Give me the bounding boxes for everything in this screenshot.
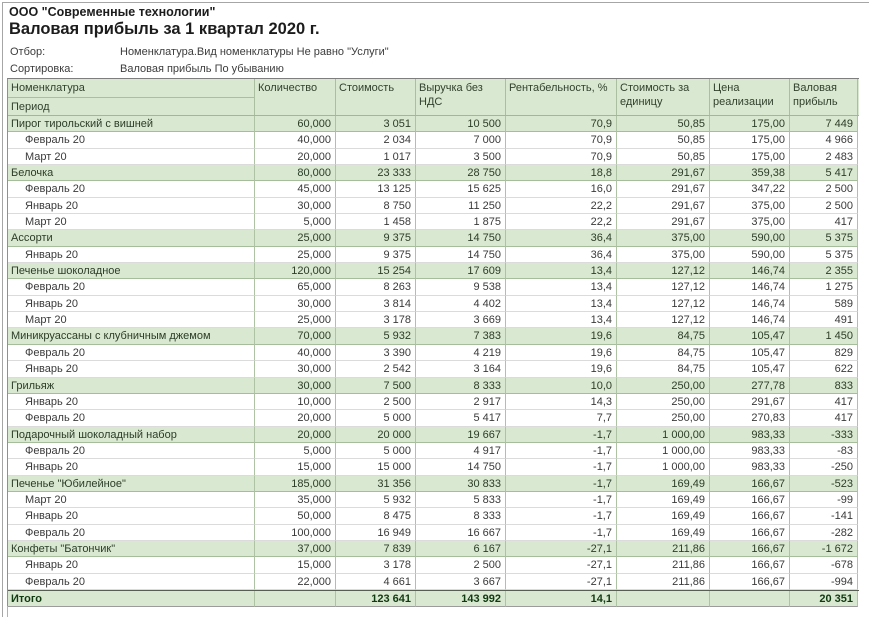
cell-profit: 2 500 bbox=[790, 181, 858, 197]
cell-revenue: 7 383 bbox=[416, 328, 506, 344]
cell-cost: 5 932 bbox=[336, 328, 416, 344]
cell-price: 347,22 bbox=[710, 181, 790, 197]
cell-cost: 2 500 bbox=[336, 394, 416, 410]
cell-price: 146,74 bbox=[710, 296, 790, 312]
cell-qty: 65,000 bbox=[255, 279, 336, 295]
cell-cost: 2 542 bbox=[336, 361, 416, 377]
cell-unit_cost bbox=[617, 591, 710, 608]
cell-unit_cost: 375,00 bbox=[617, 247, 710, 263]
cell-revenue: 8 333 bbox=[416, 378, 506, 394]
cell-cost: 5 000 bbox=[336, 410, 416, 426]
cell-margin: 70,9 bbox=[506, 132, 617, 148]
table-row-product[interactable] bbox=[8, 328, 859, 344]
table-row-period[interactable] bbox=[8, 410, 859, 426]
cell-profit: -83 bbox=[790, 443, 858, 459]
cell-profit: 2 355 bbox=[790, 263, 858, 279]
cell-cost: 3 051 bbox=[336, 116, 416, 132]
cell-qty: 25,000 bbox=[255, 230, 336, 246]
table-row-period[interactable] bbox=[8, 132, 859, 148]
cell-margin: -27,1 bbox=[506, 574, 617, 590]
cell-cost: 31 356 bbox=[336, 476, 416, 492]
column-header-sale-price: Цена реализации bbox=[710, 79, 790, 115]
cell-margin: -27,1 bbox=[506, 557, 617, 573]
cell-price: 105,47 bbox=[710, 328, 790, 344]
cell-cost: 8 475 bbox=[336, 508, 416, 524]
cell-unit_cost: 84,75 bbox=[617, 361, 710, 377]
table-row-period[interactable] bbox=[8, 247, 859, 263]
cell-qty: 185,000 bbox=[255, 476, 336, 492]
cell-profit: 829 bbox=[790, 345, 858, 361]
cell-qty: 40,000 bbox=[255, 345, 336, 361]
cell-profit: 5 375 bbox=[790, 230, 858, 246]
cell-profit: 5 417 bbox=[790, 165, 858, 181]
cell-margin: 14,1 bbox=[506, 591, 617, 608]
table-row-period[interactable] bbox=[8, 443, 859, 459]
cell-revenue: 16 667 bbox=[416, 525, 506, 541]
cell-price: 105,47 bbox=[710, 345, 790, 361]
cell-qty: 15,000 bbox=[255, 557, 336, 573]
cell-revenue: 3 667 bbox=[416, 574, 506, 590]
cell-qty: 35,000 bbox=[255, 492, 336, 508]
cell-unit_cost: 291,67 bbox=[617, 181, 710, 197]
cell-profit: 2 483 bbox=[790, 149, 858, 165]
cell-name: Март 20 bbox=[8, 214, 255, 230]
cell-name: Февраль 20 bbox=[8, 443, 255, 459]
cell-profit: -1 672 bbox=[790, 541, 858, 557]
cell-revenue: 5 833 bbox=[416, 492, 506, 508]
cell-cost: 2 034 bbox=[336, 132, 416, 148]
company-name: ООО "Современные технологии" bbox=[9, 5, 216, 19]
table-row-product[interactable] bbox=[8, 116, 859, 132]
cell-margin: 70,9 bbox=[506, 149, 617, 165]
cell-name: Январь 20 bbox=[8, 459, 255, 475]
cell-revenue: 14 750 bbox=[416, 459, 506, 475]
cell-price: 166,67 bbox=[710, 476, 790, 492]
cell-cost: 5 000 bbox=[336, 443, 416, 459]
cell-revenue: 3 669 bbox=[416, 312, 506, 328]
cell-name: Февраль 20 bbox=[8, 132, 255, 148]
cell-margin: 10,0 bbox=[506, 378, 617, 394]
column-header-profitability: Рентабельность, % bbox=[506, 79, 617, 115]
cell-unit_cost: 169,49 bbox=[617, 525, 710, 541]
cell-profit: 2 500 bbox=[790, 198, 858, 214]
cell-unit_cost: 169,49 bbox=[617, 476, 710, 492]
cell-qty: 5,000 bbox=[255, 443, 336, 459]
cell-profit: 589 bbox=[790, 296, 858, 312]
cell-price: 146,74 bbox=[710, 312, 790, 328]
table-row-product[interactable] bbox=[8, 263, 859, 279]
cell-profit: 417 bbox=[790, 214, 858, 230]
cell-name: Январь 20 bbox=[8, 508, 255, 524]
cell-qty: 20,000 bbox=[255, 410, 336, 426]
cell-price: 983,33 bbox=[710, 443, 790, 459]
cell-revenue: 4 219 bbox=[416, 345, 506, 361]
table-row-period[interactable] bbox=[8, 361, 859, 377]
cell-profit: 417 bbox=[790, 410, 858, 426]
cell-cost: 3 390 bbox=[336, 345, 416, 361]
cell-name: Март 20 bbox=[8, 149, 255, 165]
cell-cost: 3 178 bbox=[336, 312, 416, 328]
cell-name: Пирог тирольский с вишней bbox=[8, 116, 255, 132]
cell-name: Миникруассаны с клубничным джемом bbox=[8, 328, 255, 344]
table-row-period[interactable] bbox=[8, 459, 859, 475]
cell-cost: 23 333 bbox=[336, 165, 416, 181]
cell-profit: -523 bbox=[790, 476, 858, 492]
cell-revenue: 14 750 bbox=[416, 247, 506, 263]
cell-qty: 40,000 bbox=[255, 132, 336, 148]
cell-price: 166,67 bbox=[710, 557, 790, 573]
cell-price: 166,67 bbox=[710, 541, 790, 557]
filter-label: Отбор: bbox=[10, 46, 46, 58]
cell-margin: 18,8 bbox=[506, 165, 617, 181]
cell-margin: 70,9 bbox=[506, 116, 617, 132]
cell-unit_cost: 50,85 bbox=[617, 116, 710, 132]
cell-revenue: 1 875 bbox=[416, 214, 506, 230]
cell-name: Март 20 bbox=[8, 312, 255, 328]
cell-name: Февраль 20 bbox=[8, 345, 255, 361]
cell-cost: 7 500 bbox=[336, 378, 416, 394]
cell-unit_cost: 1 000,00 bbox=[617, 459, 710, 475]
cell-unit_cost: 50,85 bbox=[617, 149, 710, 165]
cell-profit: 4 966 bbox=[790, 132, 858, 148]
cell-name: Март 20 bbox=[8, 492, 255, 508]
cell-unit_cost: 291,67 bbox=[617, 214, 710, 230]
cell-price: 175,00 bbox=[710, 116, 790, 132]
cell-unit_cost: 211,86 bbox=[617, 541, 710, 557]
cell-name: Печенье шоколадное bbox=[8, 263, 255, 279]
cell-margin: 13,4 bbox=[506, 296, 617, 312]
cell-margin: 7,7 bbox=[506, 410, 617, 426]
cell-revenue: 7 000 bbox=[416, 132, 506, 148]
cell-qty: 30,000 bbox=[255, 378, 336, 394]
cell-price: 175,00 bbox=[710, 132, 790, 148]
cell-name: Январь 20 bbox=[8, 247, 255, 263]
cell-price: 375,00 bbox=[710, 198, 790, 214]
cell-qty: 25,000 bbox=[255, 312, 336, 328]
cell-profit: -333 bbox=[790, 427, 858, 443]
cell-revenue: 30 833 bbox=[416, 476, 506, 492]
table-row-period[interactable] bbox=[8, 181, 859, 197]
cell-profit: -282 bbox=[790, 525, 858, 541]
cell-cost: 8 750 bbox=[336, 198, 416, 214]
cell-margin: 19,6 bbox=[506, 361, 617, 377]
cell-margin: 16,0 bbox=[506, 181, 617, 197]
cell-price: 166,67 bbox=[710, 525, 790, 541]
cell-profit: -250 bbox=[790, 459, 858, 475]
cell-unit_cost: 169,49 bbox=[617, 492, 710, 508]
cell-margin: 13,4 bbox=[506, 263, 617, 279]
cell-cost: 8 263 bbox=[336, 279, 416, 295]
cell-revenue: 17 609 bbox=[416, 263, 506, 279]
cell-revenue: 10 500 bbox=[416, 116, 506, 132]
cell-cost: 1 017 bbox=[336, 149, 416, 165]
cell-qty: 20,000 bbox=[255, 149, 336, 165]
column-header-revenue-net: Выручка без НДС bbox=[416, 79, 506, 115]
cell-margin: 36,4 bbox=[506, 247, 617, 263]
cell-profit: 7 449 bbox=[790, 116, 858, 132]
cell-price: 983,33 bbox=[710, 459, 790, 475]
cell-unit_cost: 1 000,00 bbox=[617, 427, 710, 443]
cell-cost: 9 375 bbox=[336, 230, 416, 246]
cell-margin: 19,6 bbox=[506, 328, 617, 344]
table-row-period[interactable] bbox=[8, 345, 859, 361]
cell-name: Февраль 20 bbox=[8, 525, 255, 541]
cell-name: Январь 20 bbox=[8, 394, 255, 410]
cell-price bbox=[710, 591, 790, 608]
cell-price: 146,74 bbox=[710, 279, 790, 295]
cell-cost: 3 814 bbox=[336, 296, 416, 312]
cell-margin: -1,7 bbox=[506, 525, 617, 541]
cell-qty: 30,000 bbox=[255, 296, 336, 312]
cell-name: Январь 20 bbox=[8, 557, 255, 573]
table-row-period[interactable] bbox=[8, 279, 859, 295]
cell-revenue: 6 167 bbox=[416, 541, 506, 557]
sorting-label: Сортировка: bbox=[10, 63, 74, 75]
cell-unit_cost: 50,85 bbox=[617, 132, 710, 148]
cell-price: 175,00 bbox=[710, 149, 790, 165]
cell-revenue: 9 538 bbox=[416, 279, 506, 295]
cell-cost: 7 839 bbox=[336, 541, 416, 557]
cell-unit_cost: 291,67 bbox=[617, 165, 710, 181]
cell-profit: -678 bbox=[790, 557, 858, 573]
table-row-period[interactable] bbox=[8, 214, 859, 230]
cell-revenue: 14 750 bbox=[416, 230, 506, 246]
table-row-period[interactable] bbox=[8, 492, 859, 508]
cell-unit_cost: 211,86 bbox=[617, 557, 710, 573]
cell-qty bbox=[255, 591, 336, 608]
column-header-period: Период bbox=[11, 101, 50, 113]
cell-qty: 15,000 bbox=[255, 459, 336, 475]
sorting-value: Валовая прибыль По убыванию bbox=[120, 63, 284, 75]
cell-profit: 1 450 bbox=[790, 328, 858, 344]
cell-profit: 417 bbox=[790, 394, 858, 410]
cell-cost: 5 932 bbox=[336, 492, 416, 508]
cell-unit_cost: 211,86 bbox=[617, 574, 710, 590]
cell-qty: 37,000 bbox=[255, 541, 336, 557]
cell-unit_cost: 127,12 bbox=[617, 296, 710, 312]
cell-profit: 491 bbox=[790, 312, 858, 328]
cell-revenue: 143 992 bbox=[416, 591, 506, 608]
cell-cost: 13 125 bbox=[336, 181, 416, 197]
table-row-period[interactable] bbox=[8, 296, 859, 312]
cell-cost: 3 178 bbox=[336, 557, 416, 573]
cell-profit: -99 bbox=[790, 492, 858, 508]
cell-profit: 20 351 bbox=[790, 591, 858, 608]
cell-name: Февраль 20 bbox=[8, 410, 255, 426]
cell-profit: 622 bbox=[790, 361, 858, 377]
cell-cost: 4 661 bbox=[336, 574, 416, 590]
cell-profit: 1 275 bbox=[790, 279, 858, 295]
cell-qty: 30,000 bbox=[255, 361, 336, 377]
cell-price: 105,47 bbox=[710, 361, 790, 377]
cell-price: 590,00 bbox=[710, 230, 790, 246]
cell-revenue: 11 250 bbox=[416, 198, 506, 214]
cell-revenue: 19 667 bbox=[416, 427, 506, 443]
cell-qty: 25,000 bbox=[255, 247, 336, 263]
table-body bbox=[8, 116, 859, 607]
cell-margin: -1,7 bbox=[506, 443, 617, 459]
cell-cost: 16 949 bbox=[336, 525, 416, 541]
column-header-gross-profit: Валовая прибыль bbox=[790, 79, 858, 115]
cell-revenue: 2 917 bbox=[416, 394, 506, 410]
cell-price: 166,67 bbox=[710, 508, 790, 524]
cell-qty: 50,000 bbox=[255, 508, 336, 524]
cell-margin: -1,7 bbox=[506, 476, 617, 492]
cell-unit_cost: 250,00 bbox=[617, 394, 710, 410]
cell-name: Февраль 20 bbox=[8, 181, 255, 197]
cell-cost: 20 000 bbox=[336, 427, 416, 443]
cell-name: Январь 20 bbox=[8, 296, 255, 312]
cell-qty: 70,000 bbox=[255, 328, 336, 344]
cell-unit_cost: 84,75 bbox=[617, 345, 710, 361]
cell-name: Итого bbox=[8, 591, 255, 608]
cell-qty: 5,000 bbox=[255, 214, 336, 230]
cell-margin: 22,2 bbox=[506, 214, 617, 230]
cell-margin: -27,1 bbox=[506, 541, 617, 557]
cell-cost: 15 254 bbox=[336, 263, 416, 279]
cell-price: 359,38 bbox=[710, 165, 790, 181]
cell-profit: 5 375 bbox=[790, 247, 858, 263]
cell-revenue: 3 500 bbox=[416, 149, 506, 165]
cell-revenue: 4 402 bbox=[416, 296, 506, 312]
cell-revenue: 2 500 bbox=[416, 557, 506, 573]
cell-unit_cost: 127,12 bbox=[617, 279, 710, 295]
cell-revenue: 3 164 bbox=[416, 361, 506, 377]
cell-profit: 833 bbox=[790, 378, 858, 394]
table-row-period[interactable] bbox=[8, 574, 859, 590]
cell-cost: 15 000 bbox=[336, 459, 416, 475]
column-header-quantity: Количество bbox=[255, 79, 336, 115]
cell-margin: 36,4 bbox=[506, 230, 617, 246]
cell-price: 146,74 bbox=[710, 263, 790, 279]
table-row-product[interactable] bbox=[8, 230, 859, 246]
cell-qty: 100,000 bbox=[255, 525, 336, 541]
cell-qty: 60,000 bbox=[255, 116, 336, 132]
grid-tail-line bbox=[7, 606, 8, 617]
column-header-unit-cost: Стоимость за единицу bbox=[617, 79, 710, 115]
cell-price: 166,67 bbox=[710, 492, 790, 508]
cell-name: Январь 20 bbox=[8, 198, 255, 214]
cell-cost: 123 641 bbox=[336, 591, 416, 608]
cell-qty: 20,000 bbox=[255, 427, 336, 443]
cell-unit_cost: 250,00 bbox=[617, 378, 710, 394]
cell-unit_cost: 84,75 bbox=[617, 328, 710, 344]
cell-profit: -994 bbox=[790, 574, 858, 590]
table-row-product[interactable] bbox=[8, 541, 859, 557]
table-row-period[interactable] bbox=[8, 508, 859, 524]
cell-name: Печенье "Юбилейное" bbox=[8, 476, 255, 492]
cell-margin: -1,7 bbox=[506, 427, 617, 443]
cell-price: 291,67 bbox=[710, 394, 790, 410]
cell-qty: 45,000 bbox=[255, 181, 336, 197]
cell-unit_cost: 127,12 bbox=[617, 263, 710, 279]
cell-name: Ассорти bbox=[8, 230, 255, 246]
table-row-period[interactable] bbox=[8, 557, 859, 573]
cell-name: Белочка bbox=[8, 165, 255, 181]
table-row-product[interactable] bbox=[8, 427, 859, 443]
gross-profit-table bbox=[7, 78, 859, 607]
cell-unit_cost: 250,00 bbox=[617, 410, 710, 426]
table-row-period[interactable] bbox=[8, 312, 859, 328]
cell-unit_cost: 169,49 bbox=[617, 508, 710, 524]
cell-qty: 10,000 bbox=[255, 394, 336, 410]
table-row-period[interactable] bbox=[8, 525, 859, 541]
cell-margin: -1,7 bbox=[506, 492, 617, 508]
cell-qty: 80,000 bbox=[255, 165, 336, 181]
table-row-period[interactable] bbox=[8, 198, 859, 214]
cell-name: Февраль 20 bbox=[8, 279, 255, 295]
cell-unit_cost: 291,67 bbox=[617, 198, 710, 214]
column-header-cost: Стоимость bbox=[336, 79, 416, 115]
table-row-period[interactable] bbox=[8, 149, 859, 165]
cell-cost: 9 375 bbox=[336, 247, 416, 263]
cell-name: Конфеты "Батончик" bbox=[8, 541, 255, 557]
cell-price: 270,83 bbox=[710, 410, 790, 426]
cell-profit: -141 bbox=[790, 508, 858, 524]
cell-qty: 22,000 bbox=[255, 574, 336, 590]
cell-price: 590,00 bbox=[710, 247, 790, 263]
table-row-product[interactable] bbox=[8, 165, 859, 181]
cell-name: Январь 20 bbox=[8, 361, 255, 377]
column-header-nomenclature: Номенклатура bbox=[8, 79, 254, 98]
cell-price: 277,78 bbox=[710, 378, 790, 394]
cell-price: 375,00 bbox=[710, 214, 790, 230]
cell-margin: -1,7 bbox=[506, 459, 617, 475]
cell-revenue: 5 417 bbox=[416, 410, 506, 426]
cell-margin: 14,3 bbox=[506, 394, 617, 410]
cell-margin: 13,4 bbox=[506, 312, 617, 328]
column-header-nomenclature-period bbox=[8, 79, 255, 115]
table-row-product[interactable] bbox=[8, 378, 859, 394]
cell-name: Грильяж bbox=[8, 378, 255, 394]
cell-revenue: 4 917 bbox=[416, 443, 506, 459]
cell-revenue: 15 625 bbox=[416, 181, 506, 197]
cell-qty: 120,000 bbox=[255, 263, 336, 279]
cell-qty: 30,000 bbox=[255, 198, 336, 214]
cell-margin: -1,7 bbox=[506, 508, 617, 524]
cell-price: 983,33 bbox=[710, 427, 790, 443]
table-header-row bbox=[8, 79, 859, 116]
cell-price: 166,67 bbox=[710, 574, 790, 590]
cell-name: Подарочный шоколадный набор bbox=[8, 427, 255, 443]
table-row-product[interactable] bbox=[8, 476, 859, 492]
cell-margin: 13,4 bbox=[506, 279, 617, 295]
table-row-total[interactable] bbox=[8, 590, 859, 608]
cell-margin: 22,2 bbox=[506, 198, 617, 214]
report-title: Валовая прибыль за 1 квартал 2020 г. bbox=[9, 20, 320, 38]
filter-value: Номенклатура.Вид номенклатуры Не равно "Услуги" bbox=[120, 46, 389, 58]
cell-unit_cost: 127,12 bbox=[617, 312, 710, 328]
table-row-period[interactable] bbox=[8, 394, 859, 410]
cell-margin: 19,6 bbox=[506, 345, 617, 361]
cell-name: Февраль 20 bbox=[8, 574, 255, 590]
cell-revenue: 28 750 bbox=[416, 165, 506, 181]
cell-unit_cost: 375,00 bbox=[617, 230, 710, 246]
cell-revenue: 8 333 bbox=[416, 508, 506, 524]
cell-unit_cost: 1 000,00 bbox=[617, 443, 710, 459]
cell-cost: 1 458 bbox=[336, 214, 416, 230]
